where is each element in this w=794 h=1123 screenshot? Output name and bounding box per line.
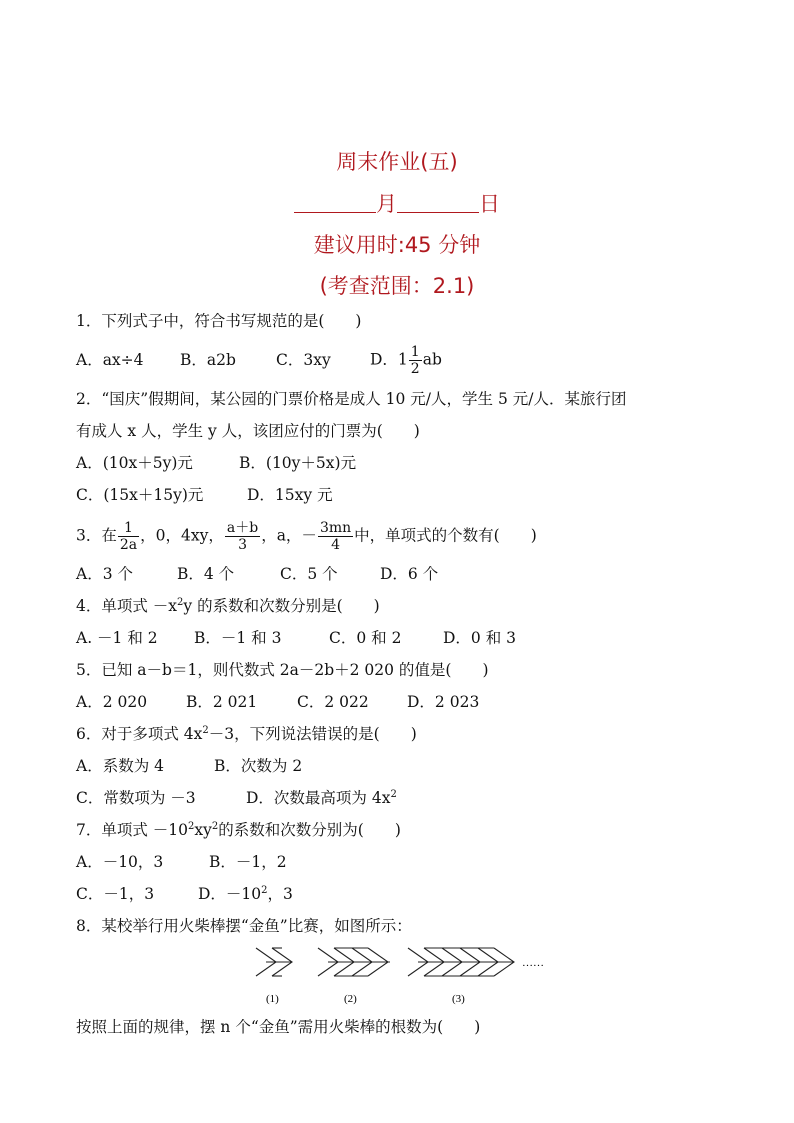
q2-options-row1: [76, 452, 356, 474]
q6-options-row2: [76, 787, 397, 809]
q2-options-row2: [76, 484, 333, 506]
q6-option-a[interactable]: A．系数为 4: [76, 757, 164, 775]
q7-option-d[interactable]: D．$-10^2$，3: [198, 885, 293, 903]
q5-option-c[interactable]: C．2 022: [297, 693, 369, 711]
exam-scope: (考查范围：2.1): [319, 274, 475, 298]
q3-fraction-2: $\frac{a+b}{3}$: [226, 520, 259, 553]
q7-options-row2: [76, 883, 293, 905]
q4-options: [76, 627, 516, 649]
q1-option-c[interactable]: C．3xy: [276, 350, 331, 369]
q3-option-d[interactable]: D．6 个: [380, 565, 439, 583]
page-title: 周末作业(五): [336, 150, 458, 174]
q6-option-b[interactable]: B．次数为 2: [214, 757, 303, 775]
q5-option-a[interactable]: A．2 020: [76, 693, 148, 711]
q2-option-a[interactable]: A．(10x＋5y)元: [76, 454, 193, 472]
figure-label-2: (2): [344, 993, 357, 1005]
q3-fraction-1: $\frac{1}{2a}$: [119, 520, 138, 553]
q6-option-d[interactable]: D．次数最高项为 $4x^2$: [246, 789, 397, 807]
q3-option-b[interactable]: B．4 个: [177, 565, 235, 583]
suggested-time: 建议用时:45 分钟: [313, 233, 481, 257]
q7-options-row1: [76, 851, 287, 873]
q3-option-c[interactable]: C．5 个: [280, 565, 338, 583]
q1-option-d[interactable]: D．1 $\frac{1}{2}$ ab: [370, 344, 442, 377]
q4-option-c[interactable]: C．0 和 2: [329, 629, 402, 647]
q3-stem: 3．在 $\frac{1}{2a}$ ，0，4xy， $\frac{a+b}{3}$ ，a，－ $\frac{3mn}{4}$ 中，单项式的个数有( ): [76, 520, 537, 553]
q8-stem: 8．某校举行用火柴棒摆“金鱼”比赛，如图所示：: [76, 917, 412, 935]
q2-option-c[interactable]: C．(15x＋15y)元: [76, 486, 204, 504]
q5-option-d[interactable]: D．2 023: [407, 693, 480, 711]
month-blank[interactable]: [294, 194, 376, 213]
fish-pattern-2: [318, 948, 390, 976]
q1-option-a[interactable]: A．ax÷4: [76, 350, 144, 369]
figure-label-1: (1): [266, 993, 279, 1005]
fish-pattern-1: [256, 948, 292, 976]
q5-option-b[interactable]: B．2 021: [186, 693, 258, 711]
date-line: 月 日: [0, 188, 794, 218]
q5-options: [76, 691, 479, 713]
day-blank[interactable]: [397, 194, 479, 213]
q1-d-fraction: $\frac{1}{2}$: [410, 344, 420, 377]
matchstick-fish-figure: [248, 940, 558, 1010]
q4-stem: 4．单项式 $-x^2y$ 的系数和次数分别是( ): [76, 597, 380, 615]
q4-option-a[interactable]: A. －1 和 2: [76, 629, 158, 647]
q1-stem: 1．下列式子中，符合书写规范的是( ): [76, 312, 362, 330]
q2-stem-line1: 2．“国庆”假期间，某公园的门票价格是成人 10 元/人，学生 5 元/人．某旅行团: [76, 390, 627, 408]
q6-option-c[interactable]: C．常数项为 －3: [76, 789, 196, 807]
q1-option-b[interactable]: B．a2b: [180, 350, 236, 369]
q7-stem: 7．单项式 $-10^2xy^2$的系数和次数分别为( ): [76, 821, 401, 839]
figure-ellipsis: ……: [522, 957, 544, 969]
q3-fraction-3: $\frac{3mn}{4}$: [319, 520, 352, 553]
q7-option-b[interactable]: B．－1，2: [209, 853, 287, 871]
q6-options-row1: [76, 755, 302, 777]
q3-option-a[interactable]: A．3 个: [76, 565, 133, 583]
q7-option-a[interactable]: A．－10，3: [76, 853, 164, 871]
q6-stem: 6．对于多项式 $4x^2-3$，下列说法错误的是( ): [76, 725, 417, 743]
fish-pattern-3: [408, 948, 514, 976]
q2-stem-line2: 有成人 x 人，学生 y 人，该团应付的门票为( ): [76, 422, 420, 440]
q4-option-d[interactable]: D．0 和 3: [443, 629, 517, 647]
q1-options: [76, 344, 442, 377]
q4-option-b[interactable]: B．－1 和 3: [194, 629, 282, 647]
q3-options: [76, 563, 438, 585]
figure-label-3: (3): [452, 993, 465, 1005]
q7-option-c[interactable]: C．－1，3: [76, 885, 155, 903]
q2-option-d[interactable]: D．15xy 元: [247, 486, 333, 504]
q5-stem: 5．已知 a－b＝1，则代数式 2a－2b＋2 020 的值是( ): [76, 661, 489, 679]
q2-option-b[interactable]: B．(10y＋5x)元: [239, 454, 357, 472]
q8-question: 按照上面的规律，摆 n 个“金鱼”需用火柴棒的根数为( ): [76, 1018, 481, 1036]
